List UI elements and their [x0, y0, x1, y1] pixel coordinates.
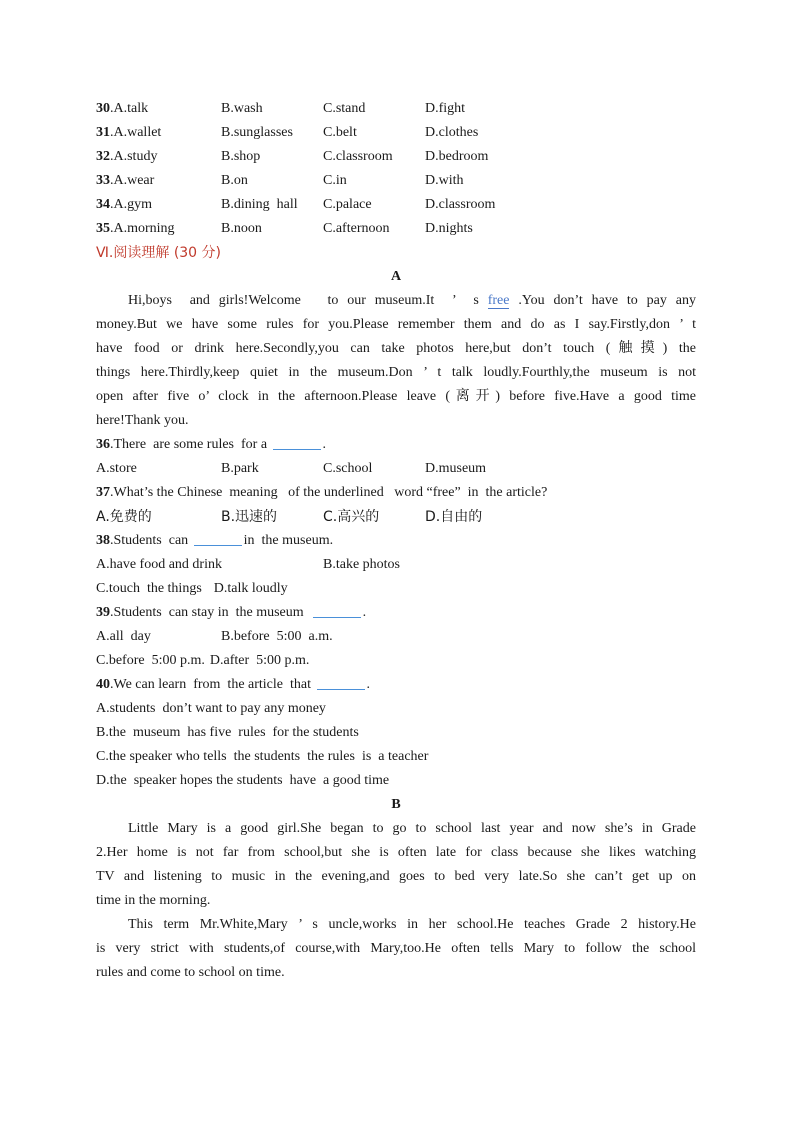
passage-b-line: This term Mr.White,Mary ’ s uncle,works in her school.He teaches Grade 2 history.He	[128, 917, 696, 932]
option-a: 35.A.morning	[96, 221, 175, 236]
option-d: D.after 5:00 p.m.	[209, 653, 310, 668]
question-number: 37	[96, 485, 110, 500]
question-number: 34	[96, 197, 110, 212]
option-b: B.noon	[221, 221, 262, 236]
option-a: 33.A.wear	[96, 173, 155, 188]
option-c: C.classroom	[323, 149, 393, 164]
option-c: C.afternoon	[323, 221, 390, 236]
option-d: D.museum	[425, 461, 487, 476]
option-a: A.免费的	[96, 509, 152, 525]
option-a: 31.A.wallet	[96, 125, 162, 140]
option-c: C.in	[323, 173, 347, 188]
option-c: C.belt	[323, 125, 357, 140]
section-heading: Ⅵ.阅读理解 (30 分)	[96, 245, 222, 261]
passage-a-line: open after five o’ clock in the afternoon.Please leave (离开) before five.Have a good time	[96, 389, 696, 404]
option-c: C.touch the things	[96, 581, 202, 596]
option-c: C.高兴的	[323, 509, 380, 525]
question-number: 36	[96, 437, 110, 452]
option-b: B.wash	[221, 101, 263, 116]
option-b: B.take photos	[323, 557, 400, 572]
option-d: D.nights	[425, 221, 473, 236]
question-38-stem: 38.Students can in the museum.	[96, 533, 334, 548]
option-a: A.students don’t want to pay any money	[96, 701, 326, 716]
option-b: B.before 5:00 a.m.	[221, 629, 333, 644]
option-d: D.clothes	[425, 125, 479, 140]
option-d: D.bedroom	[425, 149, 489, 164]
passage-a-line: here!Thank you.	[96, 413, 189, 428]
option-b: B.the museum has five rules for the students	[96, 725, 359, 740]
question-number: 32	[96, 149, 110, 164]
passage-a-line: Hi,boys and girls!Welcome to our museum.It ’ s free .You don’t have to pay any	[128, 293, 696, 308]
option-c: C.palace	[323, 197, 372, 212]
question-34	[96, 193, 696, 217]
option-c: C.stand	[323, 101, 366, 116]
option-b: B.迅速的	[221, 509, 278, 525]
question-40-stem: 40.We can learn from the article that .	[96, 677, 370, 692]
option-a: A.store	[96, 461, 137, 476]
question-30	[96, 97, 696, 121]
question-number: 38	[96, 533, 110, 548]
passage-a-heading: A	[390, 269, 402, 284]
option-a: A.all day	[96, 629, 151, 644]
passage-b-line: time in the morning.	[96, 893, 211, 908]
question-number: 30	[96, 101, 110, 116]
option-d: D.classroom	[425, 197, 496, 212]
option-a: A.have food and drink	[96, 557, 222, 572]
question-37-options	[96, 505, 696, 529]
option-d: D.fight	[425, 101, 466, 116]
question-39-options-ab	[96, 625, 696, 649]
option-b: B.park	[221, 461, 259, 476]
worksheet-page	[96, 97, 696, 985]
passage-b-line: 2.Her home is not far from school,but she is often late for class because she likes watching	[96, 845, 696, 860]
question-38-options-ab	[96, 553, 696, 577]
option-a: 32.A.study	[96, 149, 158, 164]
option-b: B.dining hall	[221, 197, 298, 212]
answer-blank[interactable]	[273, 435, 321, 450]
option-a: 34.A.gym	[96, 197, 152, 212]
passage-a-line: things here.Thirdly,keep quiet in the museum.Don ’ t talk loudly.Fourthly,the museum is not	[96, 365, 696, 380]
option-d: D.with	[425, 173, 464, 188]
passage-b-heading: B	[391, 797, 401, 812]
question-number: 31	[96, 125, 110, 140]
question-36-options	[96, 457, 696, 481]
passage-a-line: have food or drink here.Secondly,you can take photos here,but don’t touch (触摸) the	[96, 341, 696, 356]
question-36-stem: 36.There are some rules for a .	[96, 437, 327, 452]
option-b: B.sunglasses	[221, 125, 293, 140]
question-number: 39	[96, 605, 110, 620]
question-38-options-cd	[96, 577, 696, 601]
question-32	[96, 145, 696, 169]
question-number: 40	[96, 677, 110, 692]
question-33	[96, 169, 696, 193]
question-number: 35	[96, 221, 110, 236]
answer-blank[interactable]	[317, 675, 365, 690]
question-39-stem: 39.Students can stay in the museum .	[96, 605, 367, 620]
passage-a-line: money.But we have some rules for you.Please remember them and do as I say.Firstly,don ’ t	[96, 317, 696, 332]
question-35	[96, 217, 696, 241]
question-31	[96, 121, 696, 145]
passage-b-line: TV and listening to music in the evening,and goes to bed very late.So she can’t get up on	[96, 869, 696, 884]
option-b: B.shop	[221, 149, 261, 164]
option-d: D.talk loudly	[213, 581, 288, 596]
answer-blank[interactable]	[313, 603, 361, 618]
option-d: D.the speaker hopes the students have a good time	[96, 773, 390, 788]
passage-b-line: Little Mary is a good girl.She began to go to school last year and now she’s in Grade	[128, 821, 696, 836]
question-number: 33	[96, 173, 110, 188]
option-c: C.school	[323, 461, 373, 476]
question-39-options-cd	[96, 649, 696, 673]
passage-b-line: is very strict with students,of course,with Mary,too.He often tells Mary to follow the school	[96, 941, 696, 956]
answer-blank[interactable]	[194, 531, 242, 546]
option-b: B.on	[221, 173, 248, 188]
option-a: 30.A.talk	[96, 101, 149, 116]
question-37-stem: 37.What’s the Chinese meaning of the underlined word “free” in the article?	[96, 485, 548, 500]
option-c: C.the speaker who tells the students the rules is a teacher	[96, 749, 429, 764]
option-d: D.自由的	[425, 509, 483, 525]
option-c: C.before 5:00 p.m.	[96, 653, 205, 668]
underlined-word: free	[487, 293, 510, 308]
passage-b-line: rules and come to school on time.	[96, 965, 285, 980]
